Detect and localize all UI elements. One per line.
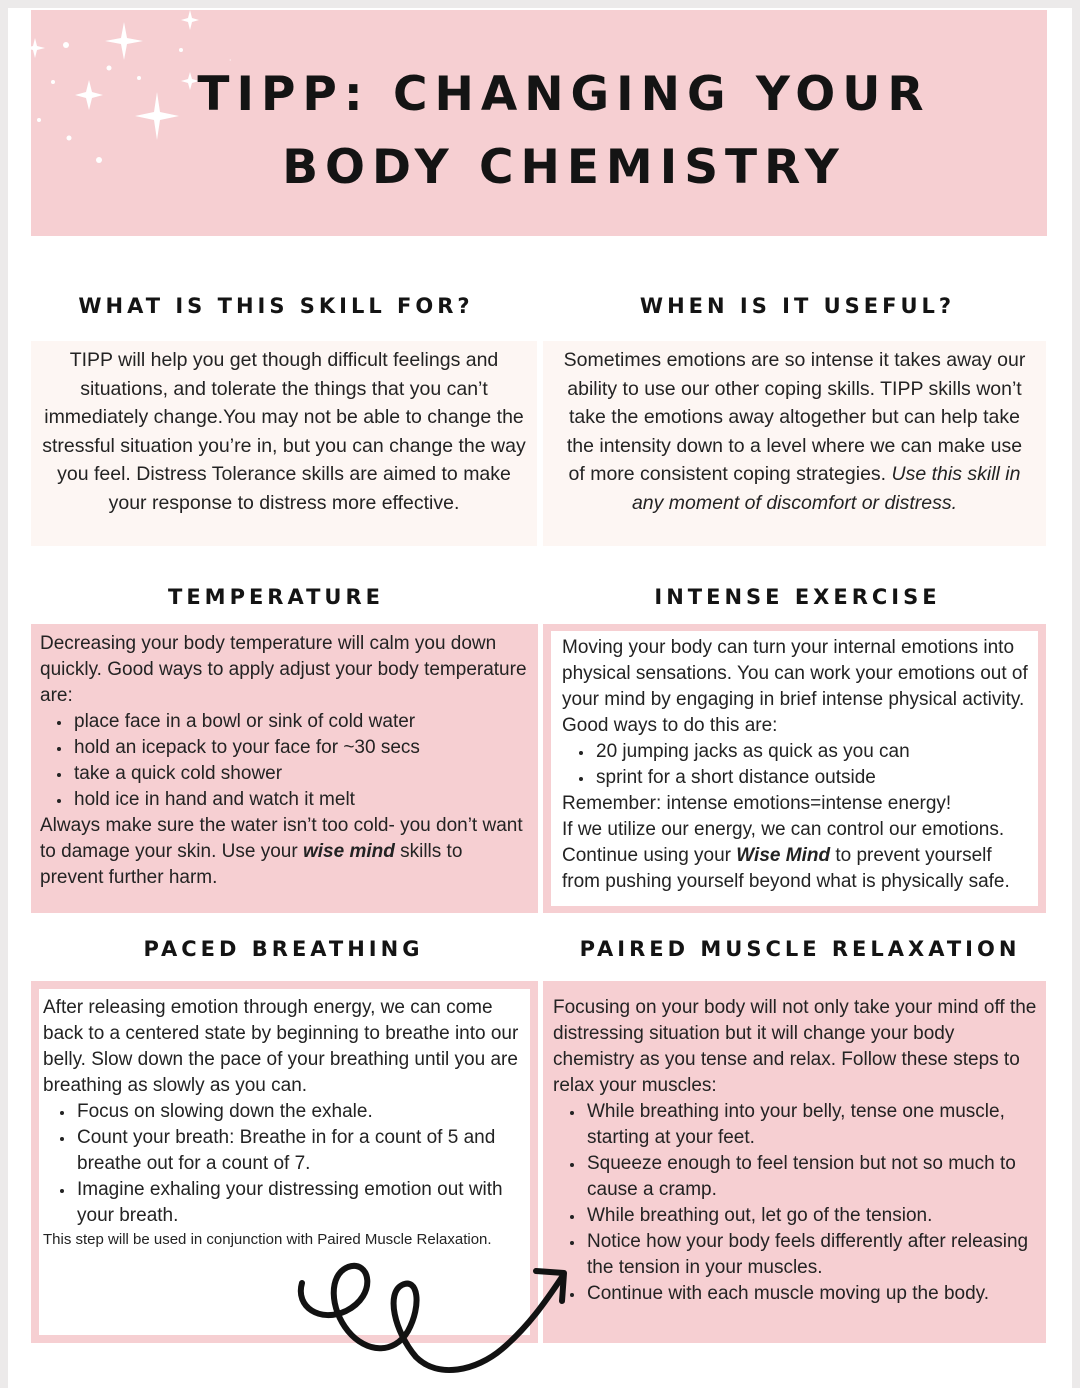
paired-muscle-list bbox=[553, 1099, 1038, 1307]
temperature-note-start: Always make sure the water isn’t too cold- you don’t want to damage your skin. Use your bbox=[40, 815, 523, 862]
header-banner bbox=[31, 10, 1047, 236]
intense-exercise-continue-start: Continue using your bbox=[562, 845, 737, 866]
paired-muscle-intro: Focusing on your body will not only take your mind off the distressing situation but it will change your body chemistry as you tense and relax. Follow these steps to relax your muscles: bbox=[553, 997, 1037, 1096]
list-item: • take a quick cold shower bbox=[72, 761, 530, 787]
temperature-note-bold: wise mind bbox=[302, 841, 395, 862]
what-is-it-for-box bbox=[31, 341, 537, 546]
list-item: • sprint for a short distance outside bbox=[594, 765, 1032, 791]
when-useful-body: Sometimes emotions are so intense it takes away our ability to use our other coping skills. TIPP skills won’t take the emotions away altogether but can help take the intensity down to a level where we can make use of more consistent coping strategies. bbox=[563, 349, 1026, 486]
intense-exercise-list bbox=[562, 739, 1032, 791]
list-item: • Notice how your body feels differently after releasing the tension in your muscles. bbox=[585, 1229, 1038, 1281]
page-title bbox=[141, 58, 987, 204]
paced-breathing-note: This step will be used in conjunction with Paired Muscle Relaxation. bbox=[43, 1231, 492, 1248]
paced-breathing-heading: PACED BREATHING bbox=[143, 937, 424, 961]
intense-exercise-utilize: If we utilize our energy, we can control our emotions. bbox=[562, 819, 1005, 840]
list-item: • 20 jumping jacks as quick as you can bbox=[594, 739, 1032, 765]
intense-exercise-box bbox=[543, 624, 1046, 913]
intense-exercise-continue-end: to prevent yourself from pushing yourself beyond what is physically safe. bbox=[562, 845, 1010, 892]
paired-muscle-heading: PAIRED MUSCLE RELAXATION bbox=[579, 937, 1021, 961]
paired-muscle-box bbox=[543, 981, 1046, 1343]
intense-exercise-continue bbox=[562, 843, 1032, 895]
what-is-it-for-heading: WHAT IS THIS SKILL FOR? bbox=[78, 294, 474, 318]
intense-exercise-continue-bold: Wise Mind bbox=[736, 845, 831, 866]
when-useful-box bbox=[543, 341, 1046, 546]
intense-exercise-intro: Moving your body can turn your internal emotions into physical sensations. You can work your emotions out of your mind by engaging in brief intense physical activity. Good ways to do this are: bbox=[562, 637, 1028, 736]
list-item: • Count your breath: Breathe in for a count of 5 and breathe out for a count of 7. bbox=[75, 1125, 524, 1177]
temperature-intro: Decreasing your body temperature will calm you down quickly. Good ways to apply adjust your body temperature are: bbox=[40, 633, 527, 706]
temperature-note bbox=[40, 813, 530, 891]
intense-exercise-inner bbox=[551, 631, 1038, 906]
list-item: • Imagine exhaling your distressing emotion out with your breath. bbox=[75, 1177, 524, 1229]
what-is-it-for-text: TIPP will help you get though difficult feelings and situations, and tolerate the things that you can’t immediately change.You may not be able to change the stressful situation you’re in, but you can change the way you feel. Distress Tolerance skills are aimed to make your response to distress more effective. bbox=[42, 349, 526, 514]
temperature-list bbox=[40, 709, 530, 813]
curly-arrow-icon bbox=[290, 1245, 580, 1380]
list-item: • hold ice in hand and watch it melt bbox=[72, 787, 530, 813]
temperature-box bbox=[31, 624, 538, 913]
paced-breathing-list bbox=[43, 1099, 524, 1229]
list-item: • While breathing out, let go of the tension. bbox=[585, 1203, 1038, 1229]
intense-exercise-heading: INTENSE EXERCISE bbox=[654, 585, 941, 609]
when-useful-emphasis: Use this skill in any moment of discomfort or distress. bbox=[631, 463, 1021, 514]
when-useful-text bbox=[557, 346, 1032, 518]
intense-exercise-remember: Remember: intense emotions=intense energy! bbox=[562, 793, 952, 814]
list-item: • Continue with each muscle moving up the body. bbox=[585, 1281, 1038, 1307]
title-line-2: BODY CHEMISTRY bbox=[282, 140, 846, 195]
when-useful-heading: WHEN IS IT USEFUL? bbox=[639, 294, 956, 318]
list-item: • place face in a bowl or sink of cold water bbox=[72, 709, 530, 735]
title-line-1: TIPP: CHANGING YOUR bbox=[197, 67, 931, 122]
temperature-heading: TEMPERATURE bbox=[168, 585, 384, 609]
list-item: • Squeeze enough to feel tension but not so much to cause a cramp. bbox=[585, 1151, 1038, 1203]
paced-breathing-intro: After releasing emotion through energy, we can come back to a centered state by beginning to breathe into our belly. Slow down the pace of your breathing until you are breathing as slowly as you can. bbox=[43, 997, 519, 1096]
list-item: • hold an icepack to your face for ~30 secs bbox=[72, 735, 530, 761]
list-item: • Focus on slowing down the exhale. bbox=[75, 1099, 524, 1125]
list-item: • While breathing into your belly, tense one muscle, starting at your feet. bbox=[585, 1099, 1038, 1151]
temperature-note-end: skills to prevent further harm. bbox=[40, 841, 463, 888]
